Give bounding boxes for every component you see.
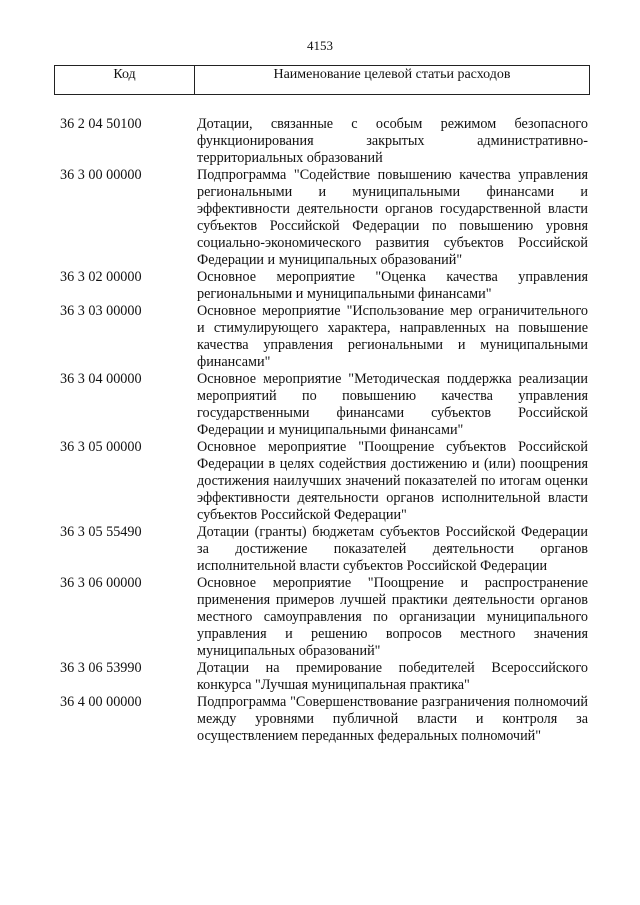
row-name: Основное мероприятие "Оценка качества управления региональными и муниципальными финансами" — [197, 269, 588, 302]
row-name: Дотации, связанные с особым режимом безопасного функционирования закрытых административно-территориальных образований — [197, 116, 588, 166]
table-row — [60, 116, 588, 167]
row-code: 36 3 00 00000 — [60, 167, 142, 183]
table-row — [60, 439, 588, 524]
row-code: 36 3 05 00000 — [60, 439, 142, 455]
row-name: Основное мероприятие "Методическая поддержка реализации мероприятий по повышению качества управления государственными финансами субъектов Российской Федерации и муниципальными финансами" — [197, 371, 588, 438]
table-row — [60, 269, 588, 303]
row-code: 36 2 04 50100 — [60, 116, 142, 132]
table-row — [60, 694, 588, 745]
table-row — [60, 303, 588, 371]
row-name: Дотации (гранты) бюджетам субъектов Российской Федерации за достижение показателей деятельности органов исполнительной власти субъектов Российской Федерации — [197, 524, 588, 574]
row-code: 36 3 06 53990 — [60, 660, 142, 676]
row-code: 36 3 02 00000 — [60, 269, 142, 285]
row-name: Основное мероприятие "Использование мер ограничительного и стимулирующего характера, направленных на повышение качества управления региональными и муниципальными финансами" — [197, 303, 588, 370]
row-name: Подпрограмма "Содействие повышению качества управления региональными и муниципальными финансами и эффективности деятельности органов государственной власти субъектов Российской Федерации по повышению уровня социально-экономического развития субъектов Российской Федерации и муниципальных образований" — [197, 167, 588, 268]
row-name: Основное мероприятие "Поощрение и распространение применения примеров лучшей практики деятельности органов местного самоуправления по организации муниципального управления и решению вопросов местного значения муниципальных образований" — [197, 575, 588, 659]
row-code: 36 3 05 55490 — [60, 524, 142, 540]
row-code: 36 3 04 00000 — [60, 371, 142, 387]
table-row — [60, 660, 588, 694]
row-code: 36 3 03 00000 — [60, 303, 142, 319]
header-name: Наименование целевой статьи расходов — [273, 67, 511, 82]
row-code: 36 3 06 00000 — [60, 575, 142, 591]
table-row — [60, 524, 588, 575]
row-name: Подпрограмма "Совершенствование разграничения полномочий между уровнями публичной власти и контроля за осуществлением переданных федеральных полномочий" — [197, 694, 588, 744]
row-code: 36 4 00 00000 — [60, 694, 142, 710]
table-header — [54, 65, 590, 95]
table-row — [60, 371, 588, 439]
table-row — [60, 167, 588, 269]
table-body — [60, 116, 588, 745]
row-name: Дотации на премирование победителей Всероссийского конкурса "Лучшая муниципальная практика" — [197, 660, 588, 693]
header-code: Код — [55, 66, 195, 94]
row-name: Основное мероприятие "Поощрение субъектов Российской Федерации в целях содействия достижению и (или) поощрения достижения наилучших значений показателей по итогам оценки эффективности деятельности органов исполнительной власти субъектов Российской Федерации" — [197, 439, 588, 523]
table-row — [60, 575, 588, 660]
page-number: 4153 — [307, 38, 333, 53]
